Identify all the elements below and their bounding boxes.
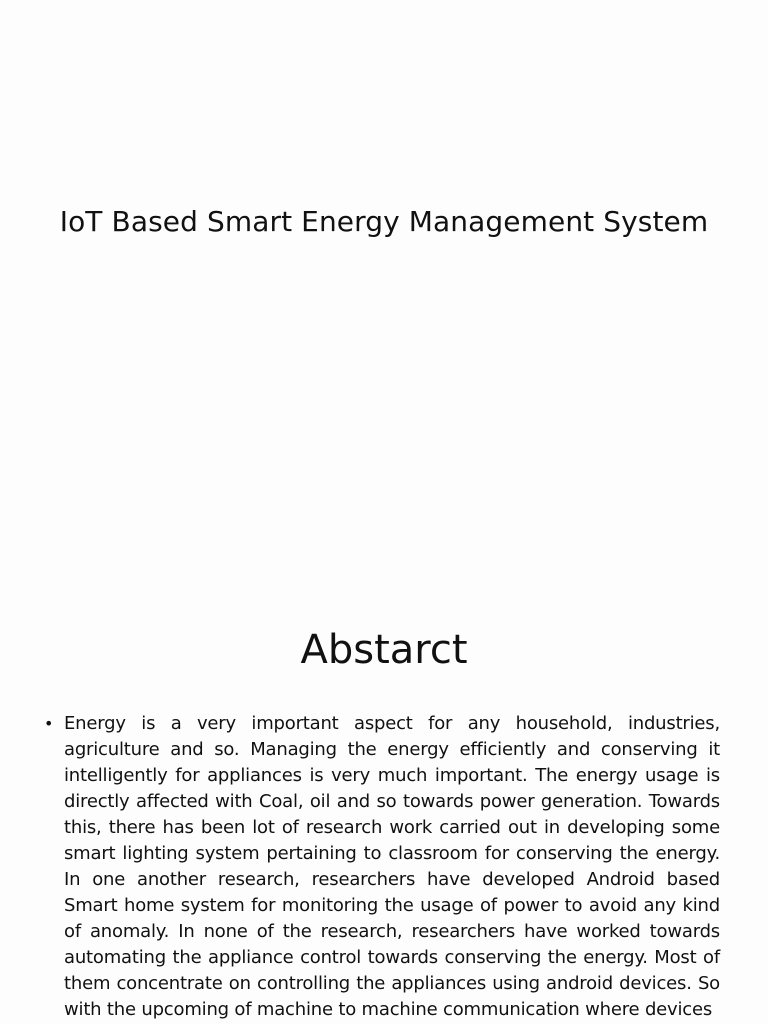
abstract-paragraph: Energy is a very important aspect for any household, industries, agriculture and so. Managing the energy efficiently and conserving it intelligently for appliances is very much important. The energy usage is directly affected with Coal, oil and so towards power generation. Towards this, there has been lot of research work carried out in developing some smart lighting system pertaining to classroom for conserving the energy. In one another research, researchers have developed Android based Smart home system for monitoring the usage of power to avoid any kind of anomaly. In none of the research, researchers have worked towards automating the appliance control towards conserving the energy. Most of them concentrate on controlling the appliances using android devices. So with the upcoming of machine to machine communication where devices: [64, 713, 720, 1020]
slide-heading: Abstarct: [300, 627, 468, 673]
slide-title: IoT Based Smart Energy Management System: [59, 205, 709, 238]
bullet-icon: •: [44, 714, 54, 733]
bullet-item: [40, 711, 720, 1023]
abstract-slide: [0, 600, 768, 1024]
